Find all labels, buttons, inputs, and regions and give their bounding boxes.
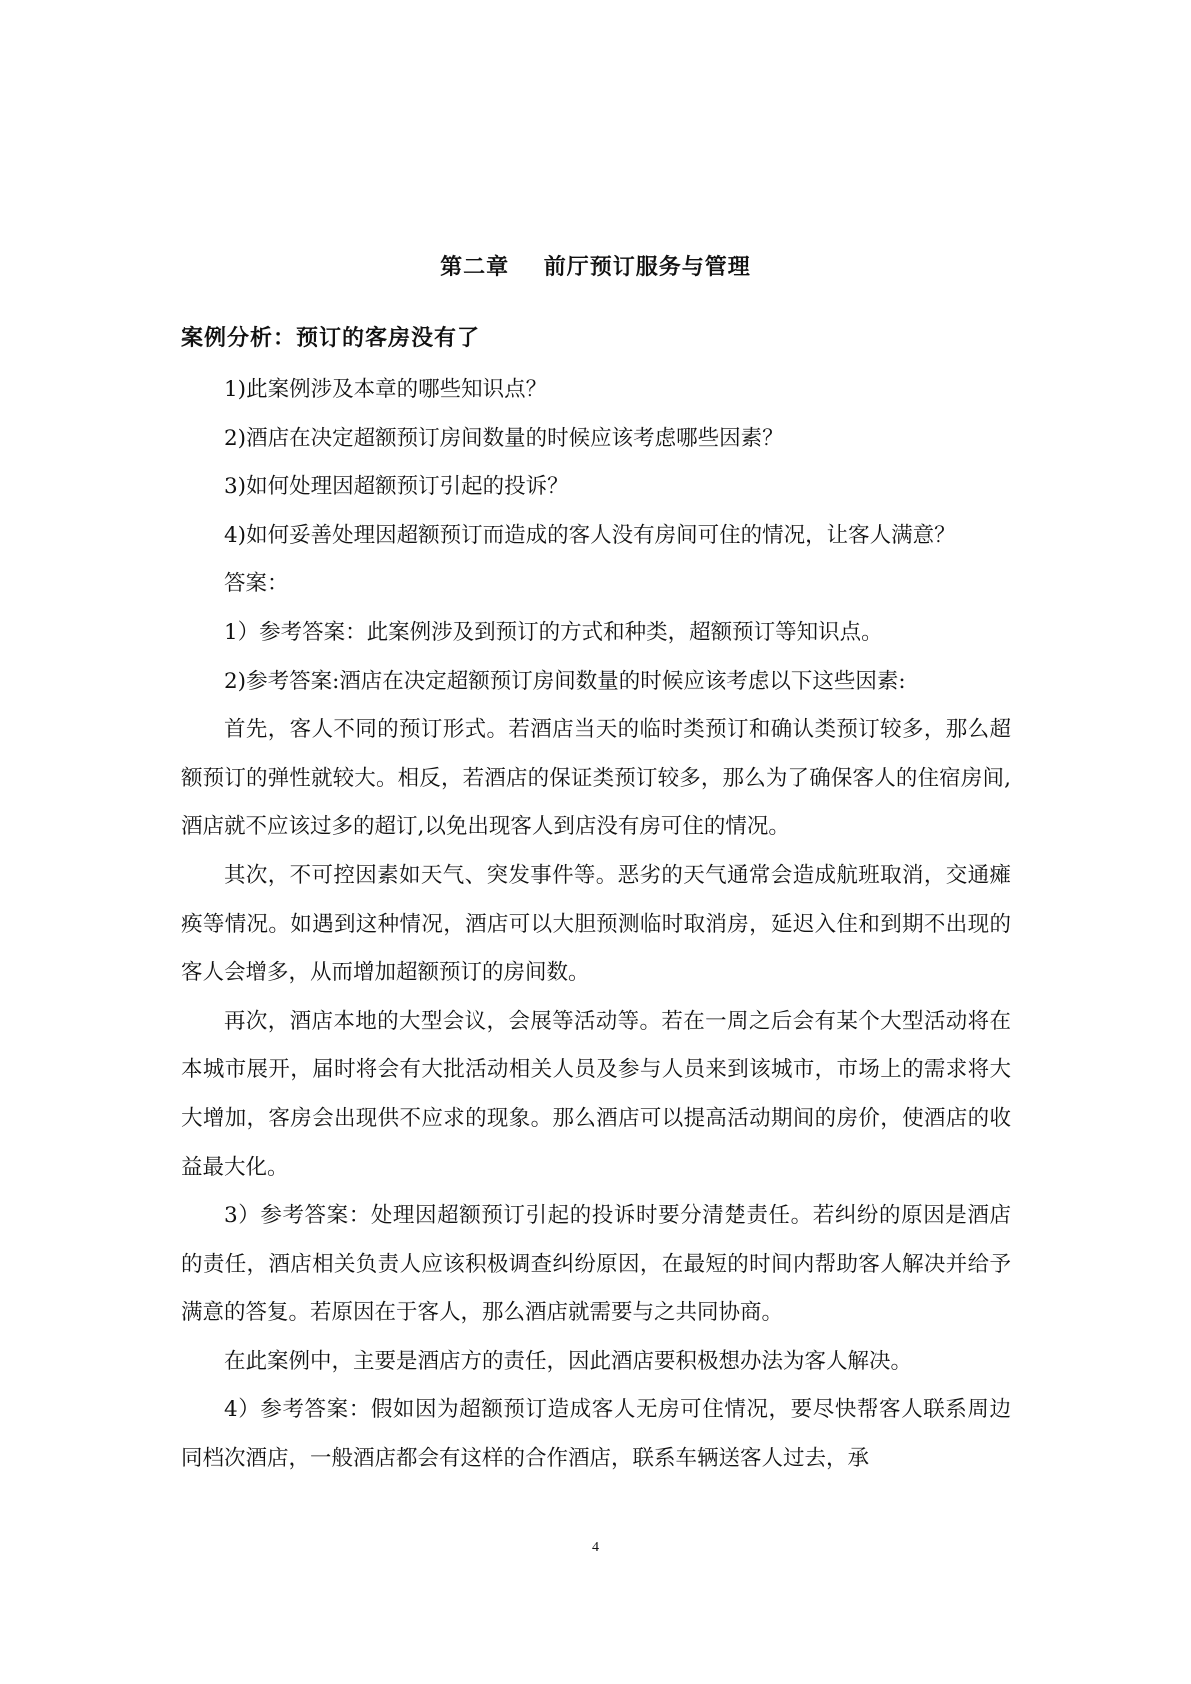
answer-2-first-factor: 首先，客人不同的预订形式。若酒店当天的临时类预订和确认类预订较多，那么超额预订的弹性就较大。相反，若酒店的保证类预订较多，那么为了确保客人的住宿房间,酒店就不应该过多的超订,以免出现客人到店没有房可住的情况。 [181,717,1011,840]
page-number: 4 [592,1540,599,1555]
answer-2-third-factor: 再次，酒店本地的大型会议，会展等活动等。若在一周之后会有某个大型活动将在本城市展开，届时将会有大批活动相关人员及参与人员来到该城市，市场上的需求将大大增加，客房会出现供不应求的现象。那么酒店可以提高活动期间的房价，使酒店的收益最大化。 [181,1008,1011,1180]
answer-2: 2)参考答案:酒店在决定超额预订房间数量的时候应该考虑以下这些因素: [224,668,906,694]
answer-1: 1）参考答案：此案例涉及到预订的方式和种类，超额预订等知识点。 [224,619,883,645]
answer-3-case-note: 在此案例中，主要是酒店方的责任，因此酒店要积极想办法为客人解决。 [224,1348,913,1374]
chapter-title: 第二章 前厅预订服务与管理 [440,255,751,280]
body-text [181,366,1011,1484]
answer-2-second-factor: 其次，不可控因素如天气、突发事件等。恶劣的天气通常会造成航班取消，交通瘫痪等情况。如遇到这种情况，酒店可以大胆预测临时取消房，延迟入住和到期不出现的客人会增多，从而增加超额预订的房间数。 [181,862,1011,986]
answer-4: 4）参考答案：假如因为超额预订造成客人无房可住情况，要尽快帮客人联系周边同档次酒店，一般酒店都会有这样的合作酒店，联系车辆送客人过去，承 [181,1397,1011,1472]
question-2: 2)酒店在决定超额预订房间数量的时候应该考虑哪些因素？ [224,425,784,451]
question-1: 1)此案例涉及本章的哪些知识点？ [224,377,548,402]
case-heading: 案例分析：预订的客房没有了 [181,326,481,351]
answer-3: 3）参考答案：处理因超额预订引起的投诉时要分清楚责任。若纠纷的原因是酒店的责任，酒店相关负责人应该积极调查纠纷原因，在最短的时间内帮助客人解决并给予满意的答复。若原因在于客人，那么酒店就需要与之共同协商。 [181,1203,1011,1326]
answer-label: 答案： [224,571,289,597]
question-4: 4)如何妥善处理因超额预订而造成的客人没有房间可住的情况，让客人满意？ [224,522,956,548]
question-3: 3)如何处理因超额预订引起的投诉？ [224,474,569,500]
